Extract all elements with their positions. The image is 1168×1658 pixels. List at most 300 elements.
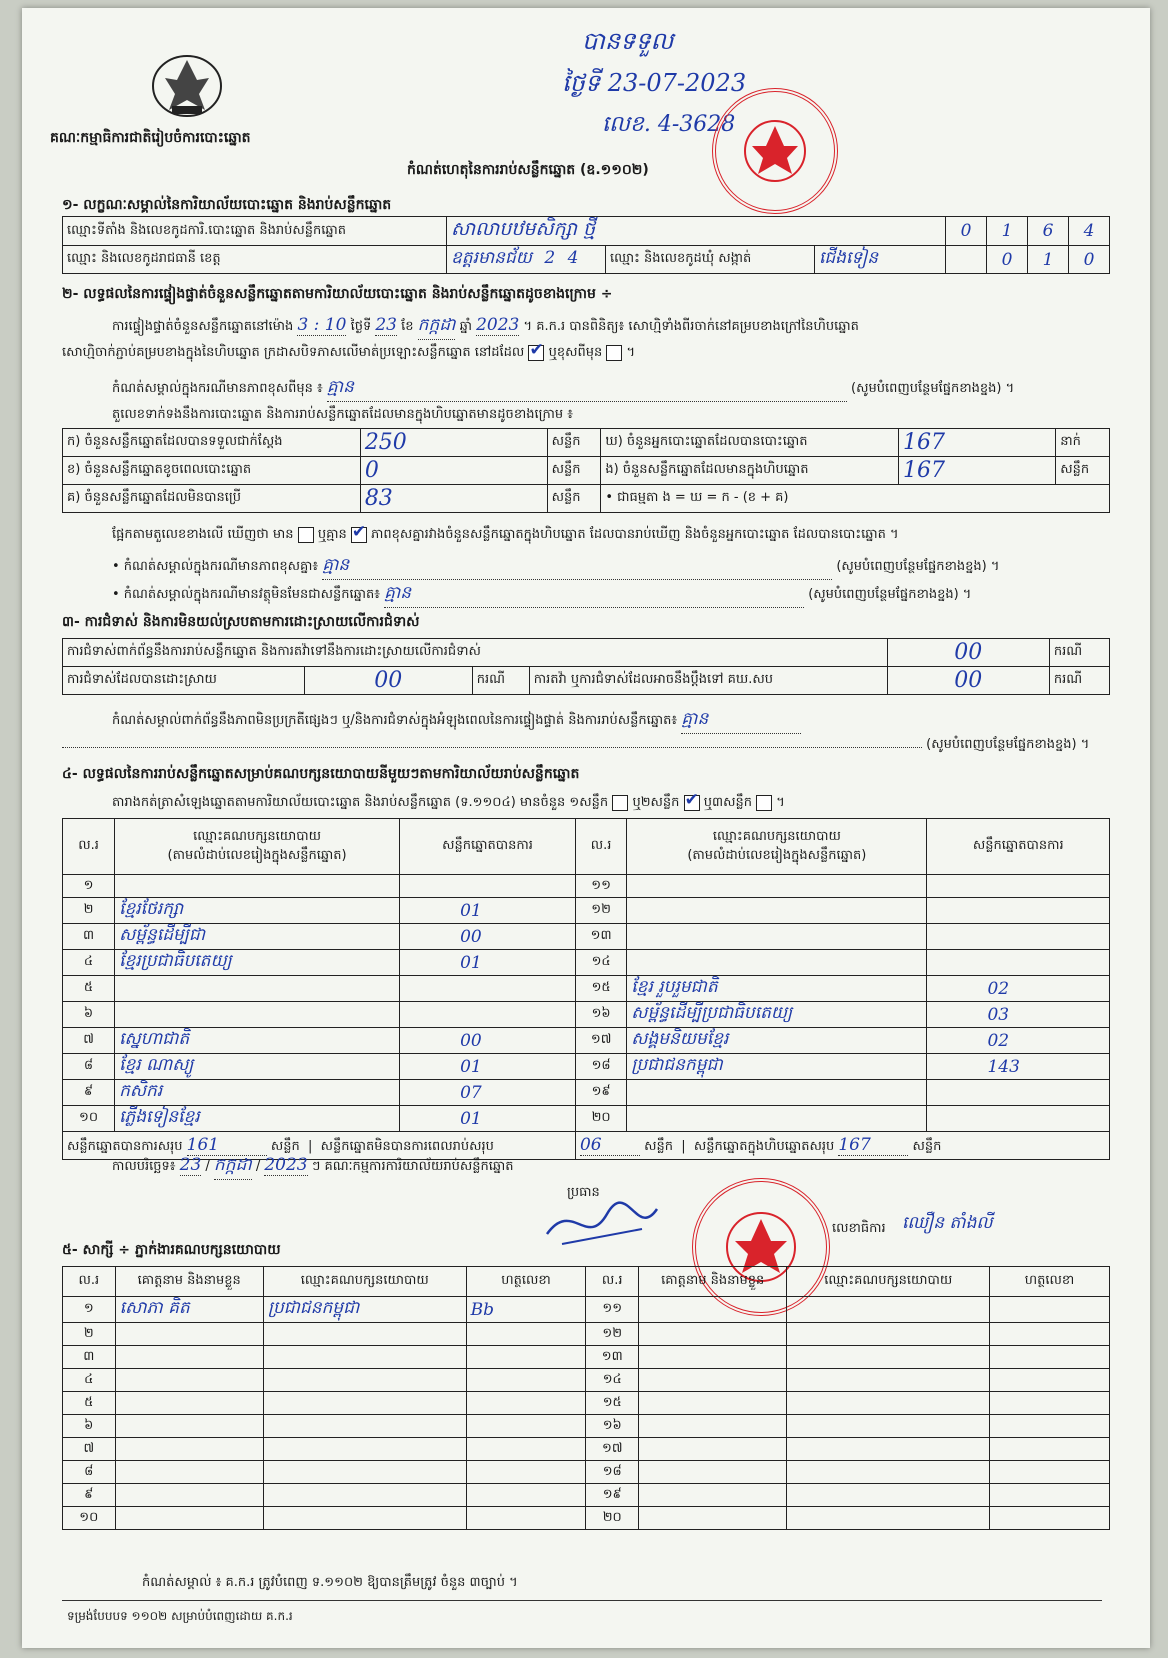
footer-divider (62, 1600, 1102, 1601)
witness-signature (990, 1346, 1110, 1369)
objections-label: ការជំទាស់ពាក់ព័ន្ធនឹងការរាប់សន្លឹកឆ្នោត និងការតវ៉ាទៅនឹងការដោះស្រាយលើការជំទាស់ (63, 639, 888, 667)
has-difference-checkbox[interactable] (298, 527, 314, 543)
results-votes: 01 (400, 1054, 576, 1080)
secretary-name: ឈឿន តាំងលី (902, 1213, 993, 1233)
witness-no: ២ (63, 1323, 116, 1346)
total-valid-cell: សន្លឹកឆ្នោតបានការសរុប 161 សន្លឹក | សន្លឹកឆ្នោតមិនបានការពេលរាប់សរុប (63, 1132, 576, 1160)
witness-no: ១០ (63, 1507, 116, 1530)
w-col-sign-left: ហត្ថលេខា (466, 1267, 586, 1297)
figures-intro: តួលេខទាក់ទងនឹងការបោះឆ្នោត និងការរាប់សន្លឹកឆ្នោតដែលមានក្នុងហិបឆ្នោតមានដូចខាងក្រោម ៖ (112, 407, 573, 422)
witness-signature: Bb (466, 1297, 586, 1323)
results-party: សម្ព័ន្ធដើម្បីប្រជាធិបតេយ្យ (627, 1002, 927, 1028)
witness-signature (990, 1484, 1110, 1507)
resolved-unit: ករណី (472, 667, 529, 695)
authority-name: គណៈកម្មាធិការជាតិរៀបចំការបោះឆ្នោត (50, 130, 251, 146)
note-value: គ្មាន (327, 376, 847, 402)
same-checkbox[interactable] (528, 345, 544, 361)
results-party (115, 976, 400, 1002)
witness-no: ១៧ (586, 1438, 639, 1461)
witness-name (639, 1369, 787, 1392)
witness-party (787, 1484, 990, 1507)
s3-note-label: កំណត់សម្គាល់ពាក់ព័ន្ធនឹងភាពមិនប្រក្រតីផ្សេងៗ ឬ/និងការជំទាស់ក្នុងអំឡុងពេលនៃការផ្ទៀងផ្ទាត់ និងការរាប់សន្លឹកឆ្នោត៖ (112, 713, 678, 728)
witness-signature (466, 1507, 586, 1530)
objections-unit: ករណី (1049, 639, 1109, 667)
fill-hint-3: (សូមបំពេញបន្ថែមផ្នែកខាងខ្នង) ។ (808, 587, 972, 602)
section1-table (62, 216, 1110, 274)
form-paper (22, 8, 1150, 1648)
results-votes: 03 (927, 1002, 1110, 1028)
witness-name (639, 1297, 787, 1323)
date-prefix: កាលបរិច្ឆេទ៖ (112, 1159, 176, 1174)
total-box-unit: សន្លឹក (912, 1138, 942, 1154)
form-note: ទម្រង់បែបបទ ១១០២ សម្រាប់បំពេញដោយ គ.ក.រ (67, 1609, 293, 1623)
results-no: ៩ (63, 1080, 115, 1106)
received-label: បានទទួល (582, 27, 674, 55)
site-code-4: 4 (1069, 217, 1110, 246)
results-party: ខ្មែរប្រជាធិបតេយ្យ (115, 950, 400, 976)
witness-party (263, 1323, 466, 1346)
results-no: ៤ (63, 950, 115, 976)
witness-no: ៨ (63, 1461, 116, 1484)
results-votes: 07 (400, 1080, 576, 1106)
witness-party (787, 1415, 990, 1438)
witness-name (639, 1461, 787, 1484)
witness-no: ៤ (63, 1369, 116, 1392)
s3-note-value: គ្មាន (681, 708, 801, 734)
results-votes (400, 976, 576, 1002)
results-row (63, 924, 1110, 950)
commune-value: ជើងទៀន (819, 248, 879, 268)
results-row (63, 898, 1110, 924)
bullet-note-1 (112, 554, 1112, 580)
results-no: ១០ (63, 1106, 115, 1132)
witness-no: ១៤ (586, 1369, 639, 1392)
witness-signature (990, 1415, 1110, 1438)
witness-name: សោភា គិត (115, 1297, 263, 1323)
resolved-label: ការជំទាស់ដែលបានដោះស្រាយ (63, 667, 305, 695)
witness-name (115, 1438, 263, 1461)
results-votes: 143 (927, 1054, 1110, 1080)
results-party: កសិករ (115, 1080, 400, 1106)
results-party: ភ្លើងទៀនខ្មែរ (115, 1106, 400, 1132)
site-code-3: 6 (1028, 217, 1069, 246)
total-box-value: 167 (838, 1135, 908, 1156)
total-invalid-unit: សន្លឹក (644, 1138, 673, 1154)
row-d-value: 167 (902, 430, 945, 455)
para1-e: ។ គ.ក.រ បានពិនិត្យ៖ សោហ្មិទាំងពីរចាក់នៅគម្របខាងក្រៅនៃហិបឆ្នោត (523, 319, 859, 334)
witness-name (639, 1438, 787, 1461)
witness-no: ៧ (63, 1438, 116, 1461)
three-sheets-label: ឬ៣សន្លឹក (703, 795, 752, 810)
footer-note: កំណត់សម្គាល់ ៖ គ.ក.រ ត្រូវបំពេញ ទ.១១០២ ឱ្យបានត្រឹមត្រូវ ចំនួន ៣ច្បាប់ ។ (142, 1575, 518, 1590)
results-votes: 01 (400, 898, 576, 924)
witness-signature (990, 1507, 1110, 1530)
total-box-cell: 06 សន្លឹក | សន្លឹកឆ្នោតក្នុងហិបឆ្នោតសរុប 167 សន្លឹក (575, 1132, 1109, 1160)
section3-note-line2 (62, 736, 1112, 755)
witness-party: ប្រជាជនកម្ពុជា (263, 1297, 466, 1323)
bullet2-label: • កំណត់សម្គាល់ក្នុងករណីមានវត្ថុមិនមែនជាសន្លឹកឆ្នោត៖ (112, 587, 380, 602)
formula-note: • ជាធម្មតា ង = ឃ = ក - (ខ + គ) (601, 485, 1110, 513)
witness-signature (466, 1461, 586, 1484)
province-value: ឧត្តរមានជ័យ (451, 248, 532, 268)
results-no: ១៤ (575, 950, 626, 976)
results-row (63, 1002, 1110, 1028)
commune-code-1: 0 (987, 246, 1028, 274)
results-votes: 02 (927, 976, 1110, 1002)
witness-name (115, 1346, 263, 1369)
witness-party (787, 1438, 990, 1461)
province-code-1: 2 (544, 248, 556, 268)
check-time: 3 : 10 (297, 315, 347, 335)
results-party (627, 898, 927, 924)
witness-signature (990, 1297, 1110, 1323)
results-party: ខ្មែរ រួបរួមជាតិ (627, 976, 927, 1002)
row-b-label: ខ) ចំនួនសន្លឹកឆ្នោតខូចពេលបោះឆ្នោត (63, 457, 361, 485)
secretary-label: លេខាធិការ (832, 1221, 886, 1236)
fill-hint: (សូមបំពេញបន្ថែមផ្នែកខាងខ្នង) ។ (851, 381, 1015, 396)
witness-signature (466, 1484, 586, 1507)
site-label: ឈ្មោះទីតាំង និងលេខកូដការិ.បោះឆ្នោត និងរាប់សន្លឹកឆ្នោត (63, 217, 447, 246)
witness-party (263, 1484, 466, 1507)
para1-d: ឆ្នាំ (459, 319, 472, 334)
para1-b: ថ្ងៃទី (350, 319, 372, 334)
witness-name (115, 1507, 263, 1530)
results-party: ខ្មែរថែរក្សា (115, 898, 400, 924)
witness-signature (466, 1346, 586, 1369)
witness-row (63, 1415, 1110, 1438)
results-row (63, 976, 1110, 1002)
note-label: កំណត់សម្គាល់ក្នុងករណីមានភាពខុសពីមុន ៖ (112, 381, 323, 396)
results-party: ខ្មែរ ណាស្យូ (115, 1054, 400, 1080)
results-no: ៥ (63, 976, 115, 1002)
results-no: ១៣ (575, 924, 626, 950)
chair-signature-icon (542, 1194, 662, 1254)
para2-text: សោហ្មិចាក់ភ្ជាប់គម្របខាងក្នុងនៃហិបឆ្នោត ក្រដាសបិទភាសលើមាត់ប្រឡោះសន្លឹកឆ្នោត នៅដដែល (62, 345, 525, 360)
bullet1-label: • កំណត់សម្គាល់ក្នុងករណីមានភាពខុសគ្នា៖ (112, 559, 319, 574)
appeal-value: 00 (954, 668, 983, 693)
row-c-unit: សន្លឹក (547, 485, 601, 513)
row-c-value: 83 (364, 486, 393, 511)
witness-no: ១ (63, 1297, 116, 1323)
province-label: ឈ្មោះ និងលេខកូដរាជធានី ខេត្ត (63, 246, 447, 274)
witness-no: ១៨ (586, 1461, 639, 1484)
results-party: ប្រជាជនកម្ពុជា (627, 1054, 927, 1080)
row-e-unit: សន្លឹក (1056, 457, 1110, 485)
col-votes-left: សន្លឹកឆ្នោតបានការ (400, 819, 576, 875)
witness-no: ១៥ (586, 1392, 639, 1415)
results-row (63, 1054, 1110, 1080)
witness-signature (466, 1438, 586, 1461)
row-b-unit: សន្លឹក (547, 457, 601, 485)
results-party (627, 924, 927, 950)
witness-name (639, 1346, 787, 1369)
total-valid-unit: សន្លឹក (270, 1138, 300, 1154)
results-party (627, 1080, 927, 1106)
witness-row (63, 1369, 1110, 1392)
witness-name (115, 1415, 263, 1438)
row-a-value: 250 (364, 430, 407, 455)
check-day: 23 (375, 315, 397, 335)
results-party (627, 875, 927, 898)
witness-party (787, 1392, 990, 1415)
witness-party (787, 1346, 990, 1369)
results-votes (927, 950, 1110, 976)
compare-a: ផ្អែកតាមតួលេខខាងលើ ឃើញថា មាន (112, 527, 294, 542)
col-no-left: ល.រ (63, 819, 115, 875)
results-row (63, 1080, 1110, 1106)
appeal-unit: ករណី (1049, 667, 1109, 695)
witness-signature (990, 1438, 1110, 1461)
witness-name (639, 1323, 787, 1346)
witness-party (263, 1507, 466, 1530)
results-votes (927, 924, 1110, 950)
witness-party (787, 1461, 990, 1484)
para1-c: ខែ (401, 319, 414, 334)
resolved-value: 00 (374, 668, 403, 693)
check-paragraph-2: សោហ្មិចាក់ភ្ជាប់គម្របខាងក្នុងនៃហិបឆ្នោត ក្រដាសបិទភាសលើមាត់ប្រឡោះសន្លឹកឆ្នោត នៅដដែល ✔ ឬខុសពីមុន ។ (62, 344, 635, 363)
section3-note (112, 708, 1112, 734)
commune-code-2: 1 (1028, 246, 1069, 274)
witness-signature (990, 1369, 1110, 1392)
results-no: ១៨ (575, 1054, 626, 1080)
results-party: សម្ព័ន្ធដើម្បីជា (115, 924, 400, 950)
results-party (115, 875, 400, 898)
results-no: ១២ (575, 898, 626, 924)
witness-row (63, 1484, 1110, 1507)
para1-a: ការផ្ទៀងផ្ទាត់ចំនួនសន្លឹកឆ្នោតនៅម៉ោង (112, 319, 294, 334)
results-party (115, 1002, 400, 1028)
witness-party (787, 1297, 990, 1323)
row-c-label: គ) ចំនួនសន្លឹកឆ្នោតដែលមិនបានប្រើ (63, 485, 361, 513)
witness-party (263, 1461, 466, 1484)
w-col-party-left: ឈ្មោះគណបក្សនយោបាយ (263, 1267, 466, 1297)
section4-heading: ៤- លទ្ធផលនៃការរាប់សន្លឹកឆ្នោតសម្រាប់គណបក្សនយោបាយនីមួយៗតាមការិយាល័យរាប់សន្លឹកឆ្នោត (62, 766, 580, 782)
results-votes: 01 (400, 950, 576, 976)
results-no: ៨ (63, 1054, 115, 1080)
witness-party (263, 1392, 466, 1415)
results-no: ៦ (63, 1002, 115, 1028)
results-row (63, 875, 1110, 898)
date-day: 23 (179, 1155, 202, 1175)
witness-name (115, 1461, 263, 1484)
total-valid-label: សន្លឹកឆ្នោតបានការសរុប (67, 1138, 183, 1154)
results-no: ១៥ (575, 976, 626, 1002)
witness-row (63, 1392, 1110, 1415)
witness-signature (990, 1323, 1110, 1346)
results-party: ស្នេហាជាតិ (115, 1028, 400, 1054)
witness-signature (466, 1323, 586, 1346)
sheet-count-intro: តារាងកត់ត្រាសំឡេងឆ្នោតតាមការិយាល័យបោះឆ្នោត និងរាប់សន្លឹកឆ្នោត (ទ.១១០៤) មានចំនួន ១សន្លឹក (112, 795, 609, 810)
check-year: 2023 (476, 315, 520, 335)
commune-label: ឈ្មោះ និងលេខកូដឃុំ សង្កាត់ (606, 246, 815, 274)
total-invalid-label: សន្លឹកឆ្នោតមិនបានការពេលរាប់សរុប (320, 1138, 494, 1154)
three-sheets-checkbox[interactable] (756, 795, 772, 811)
witness-name (639, 1507, 787, 1530)
witness-no: ៩ (63, 1484, 116, 1507)
results-votes (400, 1002, 576, 1028)
w-col-party-right: ឈ្មោះគណបក្សនយោបាយ (787, 1267, 990, 1297)
compare-c: ភាពខុសគ្នារវាងចំនួនសន្លឹកឆ្នោតក្នុងហិបឆ្នោត ដែលបានរាប់ឃើញ និងចំនួនអ្នកបោះឆ្នោត ដែលបានបោះឆ្នោត ។ (371, 527, 899, 542)
col-party-right: ឈ្មោះគណបក្សនយោបាយ (តាមលំដាប់លេខរៀងក្នុងសន្លឹកឆ្នោត) (627, 819, 927, 875)
results-row (63, 950, 1110, 976)
witness-row (63, 1438, 1110, 1461)
results-party (627, 1106, 927, 1132)
received-stamp (712, 88, 838, 214)
witness-name (115, 1369, 263, 1392)
fill-hint-2: (សូមបំពេញបន្ថែមផ្នែកខាងខ្នង) ។ (836, 559, 1000, 574)
results-votes (927, 875, 1110, 898)
one-sheet-checkbox[interactable] (612, 795, 628, 811)
changed-label: ឬខុសពីមុន (548, 345, 603, 360)
figures-table (62, 428, 1110, 513)
page-title: កំណត់ហេតុនៃការរាប់សន្លឹកឆ្នោត (ឧ.១១០២) (407, 162, 649, 178)
witness-party (263, 1346, 466, 1369)
date-suffix: ៗ គណៈកម្មការការិយាល័យរាប់សន្លឹកឆ្នោត (311, 1159, 514, 1174)
witness-no: ១១ (586, 1297, 639, 1323)
results-table (62, 818, 1110, 1160)
objections-value: 00 (954, 640, 983, 665)
results-no: ១៧ (575, 1028, 626, 1054)
w-col-name-left: គោត្តនាម និងនាមខ្លួន (115, 1267, 263, 1297)
results-no: ១៦ (575, 1002, 626, 1028)
witness-signature (990, 1392, 1110, 1415)
section2-note (112, 376, 1112, 402)
compare-line (112, 526, 899, 545)
witness-no: ១២ (586, 1323, 639, 1346)
site-value: សាលាបឋមសិក្សា ថ្មី (451, 218, 596, 240)
results-row (63, 1106, 1110, 1132)
row-a-label: ក) ចំនួនសន្លឹកឆ្នោតដែលបានទទួលជាក់ស្ដែង (63, 429, 361, 457)
two-sheets-checkbox[interactable] (684, 795, 700, 811)
witness-name (639, 1415, 787, 1438)
results-votes (927, 898, 1110, 924)
witness-no: ១៣ (586, 1346, 639, 1369)
witness-name (115, 1392, 263, 1415)
results-no: ១១ (575, 875, 626, 898)
witness-name (639, 1484, 787, 1507)
section3-heading: ៣- ការជំទាស់ និងការមិនយល់ស្របតាមការដោះស្រាយលើការជំទាស់ (62, 614, 420, 630)
received-date: ថ្ងៃទី 23-07-2023 (562, 69, 747, 97)
witness-row (63, 1507, 1110, 1530)
row-e-label: ង) ចំនួនសន្លឹកឆ្នោតដែលមានក្នុងហិបឆ្នោត (601, 457, 899, 485)
section1-heading: ១- លក្ខណៈសម្គាល់នៃការិយាល័យបោះឆ្នោត និងរាប់សន្លឹកឆ្នោត (62, 197, 392, 213)
results-votes (400, 875, 576, 898)
results-no: ៣ (63, 924, 115, 950)
appeal-label: ការតវ៉ា ឬការជំទាស់ដែលអាចនឹងប្ដឹងទៅ គឃ.សប (529, 667, 887, 695)
witness-signature (990, 1461, 1110, 1484)
col-votes-right: សន្លឹកឆ្នោតបានការ (927, 819, 1110, 875)
witness-name (639, 1392, 787, 1415)
bullet-note-2 (112, 582, 1112, 608)
changed-checkbox[interactable] (606, 345, 622, 361)
witness-signature (466, 1392, 586, 1415)
w-col-no-right: ល.រ (586, 1267, 639, 1297)
witness-no: ១៦ (586, 1415, 639, 1438)
received-number: លេខ. 4-3628 (602, 112, 736, 137)
check-month: កក្កដា (418, 314, 456, 340)
bullet1-value: គ្មាន (322, 554, 832, 580)
bullet2-value: គ្មាន (384, 582, 804, 608)
results-no: ១ (63, 875, 115, 898)
witness-no: ២០ (586, 1507, 639, 1530)
date-month: កក្កដា (214, 1154, 252, 1180)
site-code-1: 0 (946, 217, 987, 246)
witness-party (263, 1369, 466, 1392)
results-no: ២ (63, 898, 115, 924)
witness-table (62, 1266, 1110, 1530)
witness-party (787, 1323, 990, 1346)
w-col-name-right: គោត្តនាម និងនាមខ្លួន (639, 1267, 787, 1297)
witness-row (63, 1461, 1110, 1484)
date-line: កាលបរិច្ឆេទ៖ 23 / កក្កដា / 2023 ៗ គណៈកម្មការការិយាល័យរាប់សន្លឹកឆ្នោត (112, 1154, 513, 1180)
witness-party (787, 1507, 990, 1530)
witness-row (63, 1346, 1110, 1369)
nec-emblem-icon (147, 50, 227, 120)
compare-b: ឬគ្មាន (317, 527, 347, 542)
witness-no: ១៩ (586, 1484, 639, 1507)
site-code-2: 1 (987, 217, 1028, 246)
s3-fill-hint: (សូមបំពេញបន្ថែមផ្នែកខាងខ្នង) ។ (926, 737, 1090, 752)
witness-party (787, 1369, 990, 1392)
witness-signature (466, 1415, 586, 1438)
two-sheets-label: ឬ២សន្លឹក (632, 795, 680, 810)
no-difference-checkbox[interactable] (351, 527, 367, 543)
witness-party (263, 1415, 466, 1438)
col-party-left: ឈ្មោះគណបក្សនយោបាយ (តាមលំដាប់លេខរៀងក្នុងសន្លឹកឆ្នោត) (115, 819, 400, 875)
row-a-unit: សន្លឹក (547, 429, 601, 457)
section5-heading: ៥- សាក្សី ÷ ភ្នាក់ងារគណបក្សនយោបាយ (62, 1242, 281, 1258)
results-no: ៧ (63, 1028, 115, 1054)
stamp-emblem-icon (740, 116, 810, 186)
province-code-2: 4 (567, 248, 579, 268)
results-party: សង្គមនិយមខ្មែរ (627, 1028, 927, 1054)
witness-row (63, 1323, 1110, 1346)
row-d-unit: នាក់ (1056, 429, 1110, 457)
row-d-label: ឃ) ចំនួនអ្នកបោះឆ្នោតដែលបានបោះឆ្នោត (601, 429, 899, 457)
witness-no: ៥ (63, 1392, 116, 1415)
results-votes: 02 (927, 1028, 1110, 1054)
results-votes: 00 (400, 924, 576, 950)
results-votes (927, 1106, 1110, 1132)
results-no: ២០ (575, 1106, 626, 1132)
col-no-right: ល.រ (575, 819, 626, 875)
results-votes (927, 1080, 1110, 1106)
chair-label: ប្រធាន (567, 1185, 600, 1200)
total-box-label: សន្លឹកឆ្នោតក្នុងហិបឆ្នោតសរុប (693, 1138, 835, 1154)
witness-no: ៦ (63, 1415, 116, 1438)
witness-row (63, 1297, 1110, 1323)
witness-name (115, 1484, 263, 1507)
sheet-count-line: តារាងកត់ត្រាសំឡេងឆ្នោតតាមការិយាល័យបោះឆ្នោត និងរាប់សន្លឹកឆ្នោត (ទ.១១០៤) មានចំនួន ១សន្លឹក ឬ២សន្លឹក ✔ ឬ៣សន្លឹក ។ (112, 794, 785, 813)
row-b-value: 0 (364, 458, 379, 483)
witness-name (115, 1323, 263, 1346)
check-paragraph-1 (112, 314, 1112, 340)
results-votes: 01 (400, 1106, 576, 1132)
date-year: 2023 (264, 1155, 308, 1175)
row-e-value: 167 (902, 458, 945, 483)
results-row (63, 1028, 1110, 1054)
results-no: ១៩ (575, 1080, 626, 1106)
section2-heading: ២- លទ្ធផលនៃការផ្ទៀងផ្ទាត់ចំនួនសន្លឹកឆ្នោតតាមការិយាល័យបោះឆ្នោត និងរាប់សន្លឹកឆ្នោតដូចខាងក្រោម ÷ (62, 286, 613, 302)
results-votes: 00 (400, 1028, 576, 1054)
witness-no: ៣ (63, 1346, 116, 1369)
commune-code-3: 0 (1069, 246, 1110, 274)
results-party (627, 950, 927, 976)
w-col-sign-right: ហត្ថលេខា (990, 1267, 1110, 1297)
total-valid-value: 161 (187, 1135, 267, 1156)
witness-party (263, 1438, 466, 1461)
total-invalid-value: 06 (580, 1135, 640, 1156)
